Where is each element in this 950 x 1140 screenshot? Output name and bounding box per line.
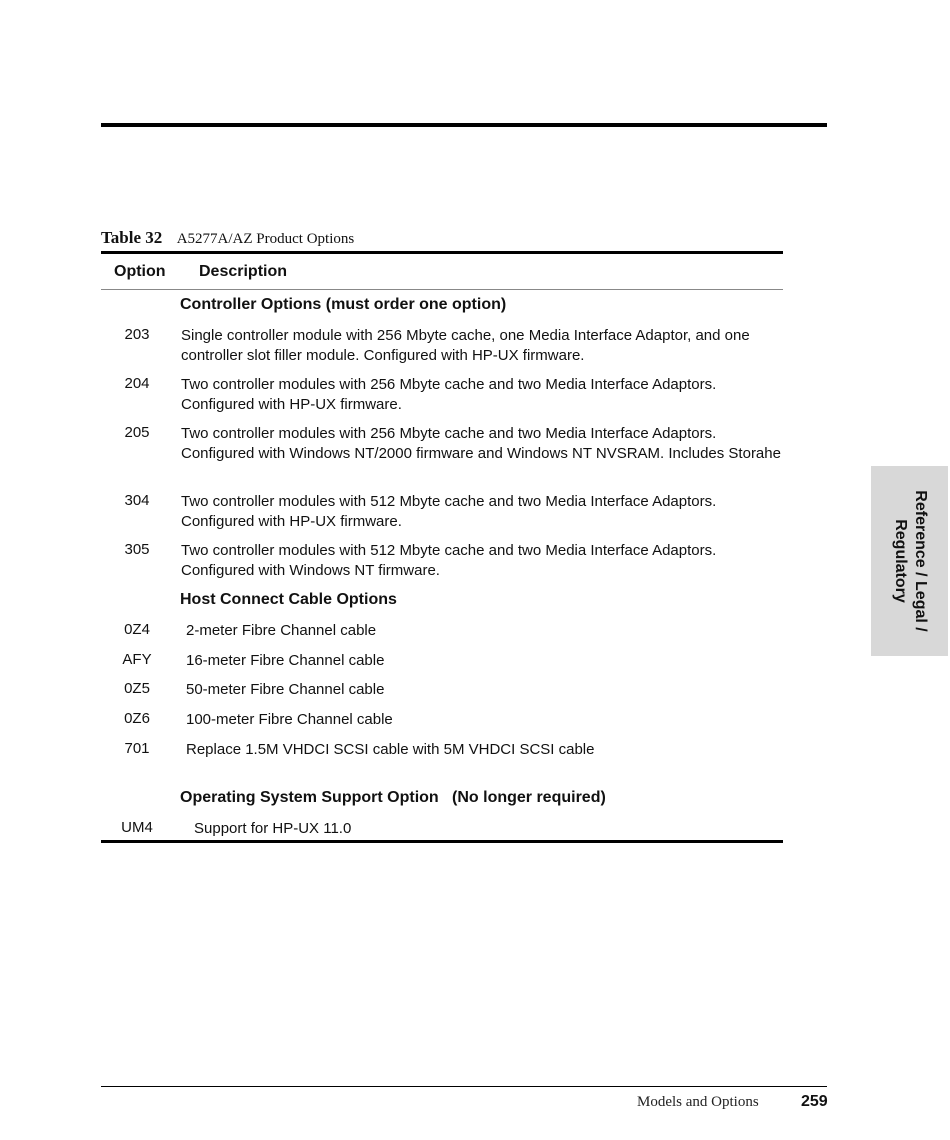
table-row-description: Two controller modules with 512 Mbyte cache and two Media Interface Adaptors. Configured with Windows NT firmware. [181, 542, 717, 579]
table-row-description: 16-meter Fibre Channel cable [186, 652, 385, 669]
table-row-description: 2-meter Fibre Channel cable [186, 622, 377, 639]
table-row-option: 701 [124, 740, 150, 757]
table-title: A5277A/AZ Product Options [176, 231, 355, 247]
page-number: 259 [801, 1093, 828, 1110]
table-row-option: 305 [124, 541, 150, 558]
table-row-option: 204 [124, 375, 150, 392]
footer-section-title: Models and Options [637, 1094, 759, 1110]
table-row-description: 100-meter Fibre Channel cable [186, 711, 393, 728]
table-row-option: 205 [124, 424, 150, 441]
table-row-description: Two controller modules with 256 Mbyte cache and two Media Interface Adaptors. Configured with HP-UX firmware. [181, 376, 717, 413]
table-row-description: Support for HP-UX 11.0 [194, 820, 352, 837]
table-row-option: 0Z6 [124, 710, 150, 727]
table-row-option: AFY [122, 651, 152, 668]
footer-rule [101, 1086, 827, 1087]
table-row-option: 0Z4 [124, 621, 150, 638]
side-tab-label: Reference / Legal / Regulatory [891, 490, 929, 632]
table-row-option: 203 [124, 326, 150, 343]
table-bottom-rule [101, 840, 783, 843]
table-number: Table 32 [101, 228, 163, 247]
table-row-option: 304 [124, 492, 150, 509]
table-row-description: 50-meter Fibre Channel cable [186, 681, 385, 698]
table-row-description: Single controller module with 256 Mbyte cache, one Media Interface Adaptor, and one controller slot filler module. Configured with HP-UX firmware. [181, 327, 750, 364]
group-title-cables: Host Connect Cable Options [180, 591, 397, 608]
column-header-option: Option [114, 263, 166, 280]
table-row-description: Two controller modules with 256 Mbyte cache and two Media Interface Adaptors. Configured with Windows NT/2000 firmware and Windows NT NVSRAM. Includes Storahe [181, 425, 781, 462]
group-title-controller: Controller Options (must order one option) [180, 296, 507, 313]
table-row-description: Replace 1.5M VHDCI SCSI cable with 5M VHDCI SCSI cable [186, 741, 595, 758]
table-row-option: UM4 [121, 819, 153, 836]
column-header-description: Description [199, 263, 288, 280]
header-divider [101, 289, 783, 290]
table-row-option: 0Z5 [124, 680, 150, 697]
group-title-os-support: Operating System Support Option (No longer required) [180, 789, 606, 806]
side-tab [871, 466, 948, 656]
table-caption [101, 228, 354, 248]
table-top-rule [101, 251, 783, 254]
table-row-description: Two controller modules with 512 Mbyte cache and two Media Interface Adaptors. Configured with HP-UX firmware. [181, 493, 717, 530]
header-rule [101, 123, 827, 127]
